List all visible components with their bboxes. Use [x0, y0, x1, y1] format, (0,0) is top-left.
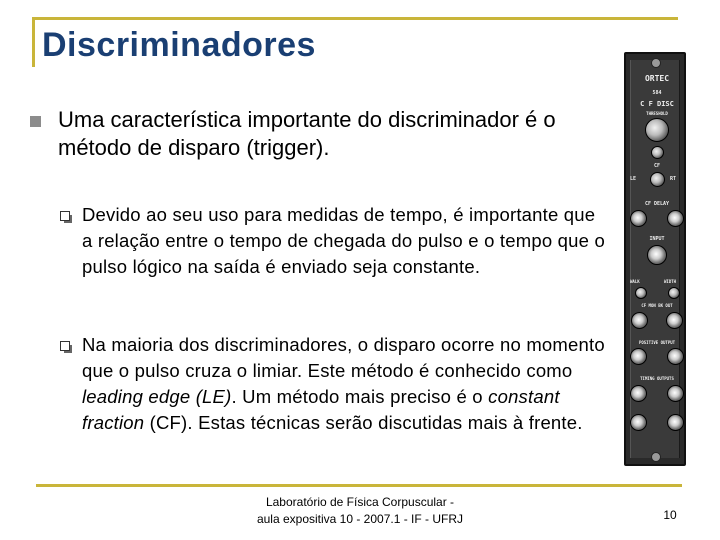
- positive-output-connector-icon: [667, 348, 684, 365]
- sub-bullet-2-text: [82, 332, 607, 436]
- header-side-rule: [32, 17, 35, 67]
- header-rule: [32, 17, 678, 20]
- threshold-knob-icon: [645, 118, 669, 142]
- input-connector-icon: [647, 245, 667, 265]
- slide-title: Discriminadores: [42, 26, 316, 64]
- module-thresh-label: THRESHOLD: [646, 111, 668, 116]
- footer-rule: [36, 484, 682, 487]
- module-width-label: WIDTH: [664, 279, 677, 284]
- module-walk-label: WALK: [630, 279, 640, 284]
- module-cfmon-label: CF MON: [641, 303, 656, 308]
- screw-icon: [651, 58, 661, 68]
- module-posout-label: POSITIVE OUTPUT: [638, 340, 676, 345]
- square-bullet-icon: [30, 116, 41, 127]
- checkbox-bullet-icon: [60, 341, 70, 351]
- module-rt-label: RT: [670, 176, 677, 182]
- footer-line-1: Laboratório de Física Corpuscular -: [265, 495, 455, 509]
- module-cf-label: CF: [653, 163, 661, 169]
- footer-caption: [230, 494, 490, 528]
- sub2-part3: (CF). Estas técnicas serão discutidas mais à frente.: [144, 412, 583, 433]
- constant-fraction-term: constant fraction: [82, 386, 560, 433]
- ortec-584-module-image: [624, 52, 686, 466]
- screw-icon: [651, 452, 661, 462]
- leading-edge-term: leading edge (LE): [82, 386, 232, 407]
- width-adjust-icon: [668, 287, 680, 299]
- module-timing-label: TIMING OUTPUTS: [640, 376, 674, 381]
- walk-adjust-icon: [635, 287, 647, 299]
- threshold-screw-icon: [651, 146, 664, 159]
- delay-connector-icon: [667, 210, 684, 227]
- positive-output-connector-icon: [630, 348, 647, 365]
- mode-switch-icon: [650, 172, 665, 187]
- timing-output-connector-icon: [667, 385, 684, 402]
- footer-line-2: aula expositiva 10 - 2007.1 - IF - UFRJ: [256, 512, 464, 526]
- main-bullet-text: Uma característica importante do discriminador é o método de disparo (trigger).: [58, 107, 556, 160]
- busy-output-connector-icon: [666, 312, 683, 329]
- sub-bullet-1-text: Devido ao seu uso para medidas de tempo, é importante que a relação entre o tempo de chegada do pulso e o tempo que o pulso lógico na saída é enviado seja constante.: [82, 204, 605, 277]
- module-bkout-label: BK OUT: [658, 303, 673, 308]
- cf-monitor-connector-icon: [631, 312, 648, 329]
- module-model: 584: [652, 90, 662, 96]
- module-monitor-labels: [626, 303, 688, 308]
- checkbox-bullet-icon: [60, 211, 70, 221]
- delay-connector-icon: [630, 210, 647, 227]
- module-le-label: LE: [630, 176, 637, 182]
- timing-output-connector-icon: [630, 414, 647, 431]
- module-delay-label: CF DELAY: [644, 201, 670, 207]
- timing-output-connector-icon: [667, 414, 684, 431]
- module-brand: ORTEC: [644, 74, 670, 83]
- module-name: C F DISC: [640, 100, 674, 108]
- page-number: 10: [663, 508, 677, 522]
- sub2-part2: . Um método mais preciso é o: [231, 386, 489, 407]
- module-input-label: INPUT: [649, 236, 665, 242]
- timing-output-connector-icon: [630, 385, 647, 402]
- sub2-part1: Na maioria dos discriminadores, o disparo ocorre no momento que o pulso cruza o limiar. Este método é conhecido como: [82, 334, 605, 381]
